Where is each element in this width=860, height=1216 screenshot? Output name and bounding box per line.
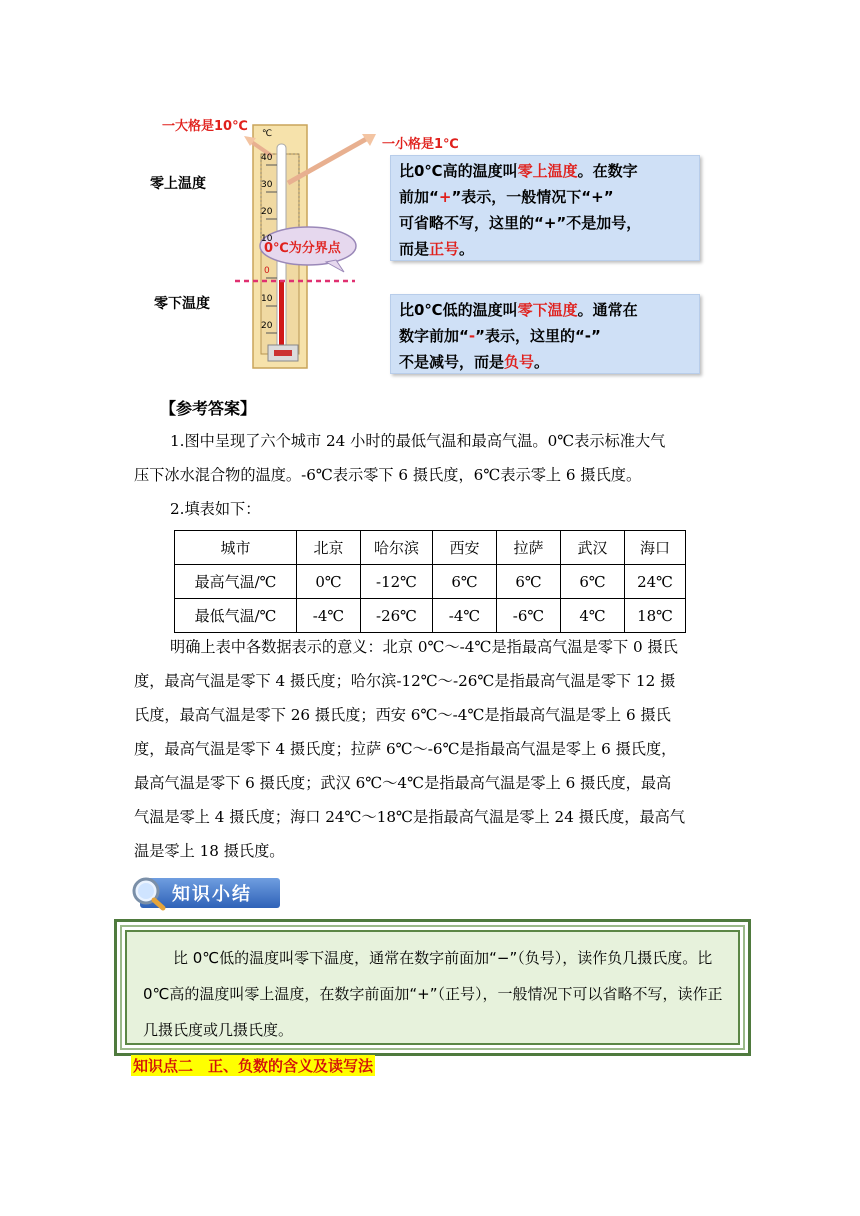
table-header-cell: 北京 <box>297 531 361 565</box>
table-cell: 6℃ <box>561 565 625 599</box>
table-cell: -4℃ <box>433 599 497 633</box>
below-zero-label: 零下温度 <box>154 296 210 312</box>
table-cell: 最低气温/℃ <box>175 599 297 633</box>
table-row <box>175 565 686 599</box>
box-above-text: ”表示，一般情况下“+” <box>451 188 614 206</box>
table-cell: 6℃ <box>433 565 497 599</box>
term-below-zero: 零下温度 <box>517 301 578 319</box>
temperature-table <box>174 530 686 633</box>
box-above-text: 可省略不写，这里的“+”不是加号， <box>399 214 642 232</box>
box-below-text: 不是减号，而是 <box>399 353 505 371</box>
box-above-text: 比0℃高的温度叫 <box>399 162 518 180</box>
below-zero-info-box <box>390 294 700 374</box>
box-below-text: 。通常在 <box>577 301 638 319</box>
table-cell: 4℃ <box>561 599 625 633</box>
knowledge-summary-box <box>114 919 751 1056</box>
zero-boundary-bubble: 0℃为分界点 <box>264 241 341 256</box>
table-cell: -12℃ <box>361 565 433 599</box>
table-header-cell: 哈尔滨 <box>361 531 433 565</box>
table-cell: 6℃ <box>497 565 561 599</box>
table-cell: 18℃ <box>625 599 686 633</box>
table-header-cell: 城市 <box>175 531 297 565</box>
table-cell: -6℃ <box>497 599 561 633</box>
table-header-cell: 武汉 <box>561 531 625 565</box>
table-header-cell: 西安 <box>433 531 497 565</box>
box-below-text: 。 <box>534 353 550 371</box>
table-cell: -4℃ <box>297 599 361 633</box>
table-cell: 最高气温/℃ <box>175 565 297 599</box>
thermometer-figure <box>140 108 720 370</box>
big-grid-label: 一大格是10℃ <box>162 119 248 134</box>
explain-line: 明确上表中各数据表示的意义：北京 0℃～-4℃是指最高气温是零下 0 摄氏 <box>170 638 678 656</box>
table-header-cell: 拉萨 <box>497 531 561 565</box>
summary-inner-panel <box>125 930 740 1045</box>
summary-tab-label: 知识小结 <box>172 884 252 905</box>
celsius-unit: ℃ <box>262 129 273 139</box>
explain-line: 温是零上 18 摄氏度。 <box>134 842 285 860</box>
table-cell: 0℃ <box>297 565 361 599</box>
magnifier-icon <box>128 875 168 911</box>
explain-line: 度，最高气温是零下 4 摄氏度；哈尔滨-12℃～-26℃是指最高气温是零下 12 摄 <box>134 672 676 690</box>
box-above-text: 。在数字 <box>577 162 638 180</box>
box-above-text: 而是 <box>399 240 430 258</box>
answer-p2: 2.填表如下： <box>170 500 261 518</box>
minus-sign: - <box>468 327 476 345</box>
answer-p1-line1: 1.图中呈现了六个城市 24 小时的最低气温和最高气温。0℃表示标准大气 <box>170 432 666 450</box>
answer-p1-line2: 压下冰水混合物的温度。-6℃表示零下 6 摄氏度，6℃表示零上 6 摄氏度。 <box>134 466 642 484</box>
box-above-text: 。 <box>459 240 475 258</box>
knowledge-point-2-heading: 知识点二 正、负数的含义及读写法 <box>133 1057 374 1075</box>
table-header-cell: 海口 <box>625 531 686 565</box>
knowledge-summary-tab <box>128 875 282 911</box>
term-above-zero: 零上温度 <box>517 162 578 180</box>
explain-line: 气温是零上 4 摄氏度；海口 24℃～18℃是指最高气温是零上 24 摄氏度，最高气 <box>134 808 686 826</box>
table-cell: 24℃ <box>625 565 686 599</box>
term-positive-sign: 正号 <box>429 240 460 258</box>
small-grid-label: 一小格是1℃ <box>382 137 459 152</box>
box-above-text: 前加“ <box>399 188 439 206</box>
box-below-text: ”表示，这里的“-” <box>475 327 601 345</box>
term-negative-sign: 负号 <box>504 353 535 371</box>
box-below-text: 比0℃低的温度叫 <box>399 301 518 319</box>
summary-text: 比 0℃低的温度叫零下温度，通常在数字前面加“−”（负号），读作负几摄氏度。比 0℃高的温度叫零上温度，在数字前面加“+”（正号），一般情况下可以省略不写，读作正几摄氏度或几摄氏度。 <box>143 949 723 1039</box>
above-zero-info-box <box>390 155 700 261</box>
explain-line: 最高气温是零下 6 摄氏度；武汉 6℃～4℃是指最高气温是零上 6 摄氏度，最高 <box>134 774 672 792</box>
plus-sign: + <box>438 188 452 206</box>
table-cell: -26℃ <box>361 599 433 633</box>
table-header-row <box>175 531 686 565</box>
answer-heading: 【参考答案】 <box>160 399 257 418</box>
table-row <box>175 599 686 633</box>
explain-line: 氏度，最高气温是零下 26 摄氏度；西安 6℃～-4℃是指最高气温是零上 6 摄氏 <box>134 706 671 724</box>
above-zero-label: 零上温度 <box>150 176 206 192</box>
explain-line: 度，最高气温是零下 4 摄氏度；拉萨 6℃～-6℃是指最高气温是零上 6 摄氏度， <box>134 740 677 758</box>
box-below-text: 数字前加“ <box>399 327 469 345</box>
